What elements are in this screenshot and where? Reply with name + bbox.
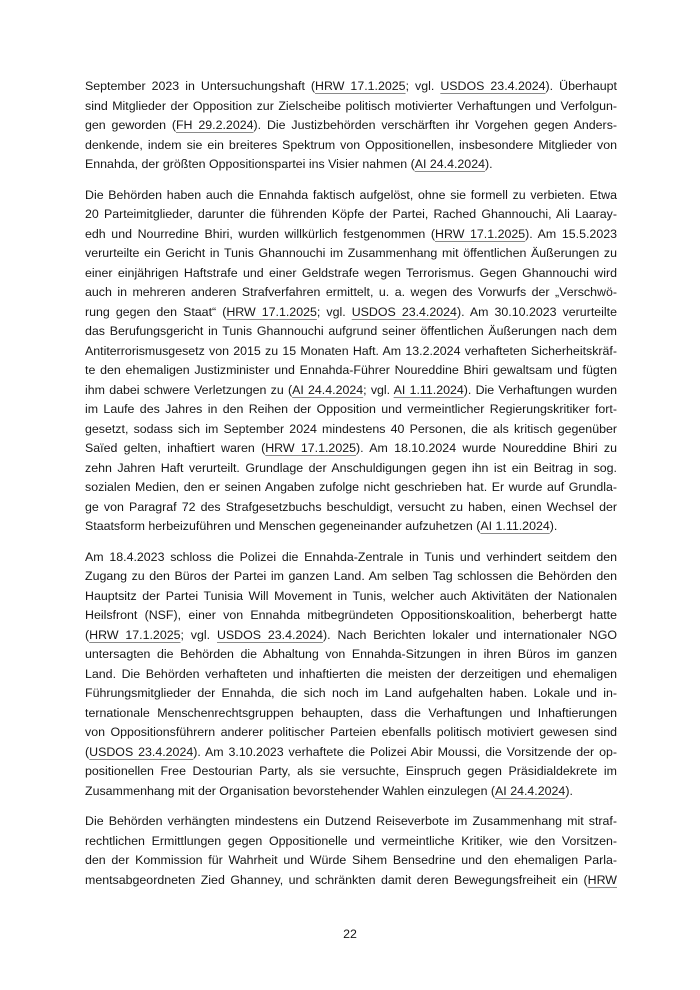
citation-link[interactable]: HRW (587, 872, 617, 887)
text-segment: Die Behörden haben auch die Ennahda faktisch aufgelöst, ohne sie formell zu verbieten. Etwa (85, 187, 617, 202)
citation-link[interactable]: HRW 17.1.2025 (226, 304, 317, 319)
citation-link[interactable]: AI 24.4.2024 (495, 783, 566, 798)
text-segment: rung gegen den Staat“ ( (85, 304, 227, 319)
paragraph (85, 77, 617, 175)
text-line (85, 606, 617, 626)
text-line (85, 155, 617, 175)
text-segment: Antiterrorismusgesetz von 2015 zu 15 Monaten Haft. Am 13.2.2024 verhafteten Sicherheitskräf- (85, 343, 617, 358)
text-segment: Die Behörden verhängten mindestens ein Dutzend Reiseverbote im Zusammenhang mit straf- (85, 814, 617, 828)
text-segment: ge von Paragraf 72 des Strafgesetzbuchs beschuldigt, versucht zu haben, einen Wechsel der (85, 499, 617, 514)
text-segment: rechtlichen Ermittlungen gegen Oppositionelle und vermeintliche Kritiker, wie den Vorsitzen- (85, 833, 617, 848)
text-segment: ). (484, 157, 493, 171)
text-line (85, 478, 617, 498)
text-segment: denkende, indem sie ein breiteres Spektrum von Oppositionellen, insbesondere Mitglieder von (85, 137, 617, 152)
text-line (85, 665, 617, 685)
citation-link[interactable]: AI 1.11.2024 (393, 382, 464, 397)
text-segment: mentsabgeordneten Zied Ghanney, und schränkten damit deren Bewegungsfreiheit ein ( (85, 872, 588, 887)
text-segment: zehn Jahren Haft verurteilt. Grundlage der Anschuldigungen gegen ihn ist ein Beitrag in sog. (85, 460, 617, 475)
text-segment: Am 18.4.2023 schloss die Polizei die Ennahda-Zentrale in Tunis und verhindert seitdem den (85, 549, 617, 564)
text-segment: ihm dabei schwere Verletzungen zu ( (85, 382, 293, 397)
text-line (85, 361, 617, 381)
page-footer (0, 926, 700, 942)
text-segment: ( (85, 627, 90, 642)
text-segment: ; vgl. (405, 79, 441, 93)
text-segment: ( (85, 744, 90, 759)
citation-link[interactable]: AI 24.4.2024 (292, 382, 364, 397)
text-segment: das Berufungsgericht in Tunis Ghannouchi aufgrund seiner öffentlichen Äußerungen nach dem (85, 324, 617, 338)
text-line (85, 322, 617, 342)
text-line (85, 77, 617, 97)
text-segment: von Oppositionsführern anderer politischer Parteien ebenfalls politisch motiviert gewesen sind (85, 725, 617, 739)
text-segment: ). Nach Berichten lokaler und internationaler NGO (323, 627, 617, 642)
text-line (85, 723, 617, 743)
text-segment: ). (565, 783, 573, 798)
text-line (85, 517, 617, 537)
text-line (85, 567, 617, 587)
text-line (85, 244, 617, 264)
text-segment: gen geworden ( (85, 118, 176, 132)
text-segment: Saïed gelten, inhaftiert waren ( (85, 441, 266, 455)
text-line (85, 186, 617, 206)
text-line (85, 400, 617, 420)
text-segment: den der Kommission für Wahrheit und Würde Sihem Bensedrine und den ehemaligen Parla- (85, 853, 617, 867)
text-segment: ). Am 15.5.2023 (525, 226, 617, 241)
page-number: 22 (343, 927, 357, 941)
text-segment: Heilsfront (NSF), einer von Ennahda mitbegründeten Oppositionskoalition, beherbergt hatte (85, 608, 617, 622)
text-line (85, 548, 617, 568)
text-segment: ). (549, 519, 558, 533)
text-segment: ). Überhaupt (545, 79, 617, 93)
text-line (85, 782, 617, 802)
text-segment: te den ehemaligen Justizminister und Ennahda-Führer Noureddine Bhiri gewaltsam und fügten (85, 363, 617, 377)
text-segment: ; vgl. (363, 382, 394, 397)
text-line (85, 283, 617, 303)
text-segment: Staatsform herbeizuführen und Menschen gegeneinander aufzuhetzen ( (85, 519, 481, 533)
text-segment: positionellen Free Destourian Party, als sie versuchte, Einspruch gegen Präsidialdekrete im (85, 764, 617, 778)
citation-link[interactable]: HRW 17.1.2025 (315, 79, 406, 93)
text-segment: 20 Parteimitglieder, darunter die führenden Köpfe der Partei, Rached Ghannouchi, Ali Laaray- (85, 207, 617, 221)
text-line (85, 205, 617, 225)
text-segment: untersagten die Behörden die Abhaltung von Ennahda-Sitzungen in ihren Büros im ganzen (85, 647, 617, 661)
text-line (85, 871, 617, 891)
text-segment: ; vgl. (180, 627, 217, 642)
citation-link[interactable]: AI 24.4.2024 (414, 157, 485, 171)
document-body (85, 77, 617, 901)
text-line (85, 626, 617, 646)
text-line (85, 342, 617, 362)
text-segment: einer einjährigen Haftstrafe und einer Geldstrafe wegen Terrorismus. Gegen Ghannouchi wird (85, 265, 617, 280)
text-line (85, 812, 617, 832)
text-line (85, 97, 617, 117)
text-segment: ). Am 30.10.2023 verurteilte (456, 304, 617, 319)
citation-link[interactable]: HRW 17.1.2025 (435, 226, 526, 241)
text-segment: Führungsmitglieder der Ennahda, die sich noch im Land aufgehalten haben. Lokale und in- (85, 686, 617, 700)
text-line (85, 225, 617, 245)
text-segment: ). Am 3.10.2023 verhaftete die Polizei Abir Moussi, die Vorsitzende der op- (193, 744, 617, 759)
citation-link[interactable]: USDOS 23.4.2024 (89, 744, 194, 759)
text-line (85, 498, 617, 518)
text-segment: ; vgl. (316, 304, 352, 319)
text-segment: Ennahda, der größten Oppositionspartei ins Visier nahmen ( (85, 157, 415, 171)
text-line (85, 684, 617, 704)
citation-link[interactable]: AI 1.11.2024 (480, 519, 550, 533)
citation-link[interactable]: USDOS 23.4.2024 (216, 627, 324, 642)
text-line (85, 264, 617, 284)
text-segment: auch in mehreren anderen Strafverfahren ermittelt, u. a. wegen des Vorwurfs der „Verschwö- (85, 285, 617, 299)
citation-link[interactable]: HRW 17.1.2025 (265, 441, 356, 455)
text-segment: September 2023 in Untersuchungshaft ( (85, 79, 316, 93)
text-segment: sind Mitglieder der Opposition zur Zielscheibe politisch motivierter Verhaftungen und Verfolgun- (85, 98, 617, 113)
citation-link[interactable]: FH 29.2.2024 (175, 118, 254, 132)
text-line (85, 381, 617, 401)
text-line (85, 136, 617, 156)
text-segment: sozialen Medien, den er seinen Angaben zufolge nicht geschrieben hat. Er wurde auf Grundla- (85, 480, 617, 494)
text-line (85, 851, 617, 871)
text-segment: Zusammenhang mit der Organisation bevorstehender Wahlen einzulegen ( (85, 783, 496, 798)
text-line (85, 116, 617, 136)
text-segment: ). Am 18.10.2024 wurde Noureddine Bhiri zu (356, 441, 617, 455)
paragraph (85, 812, 617, 890)
text-line (85, 704, 617, 724)
text-line (85, 303, 617, 323)
text-segment: im Laufe des Jahres in den Reihen der Opposition und vermeintlicher Regierungskritiker fort- (85, 402, 617, 416)
paragraph (85, 548, 617, 802)
text-line (85, 743, 617, 763)
text-segment: ). Die Verhaftungen wurden (463, 382, 617, 397)
citation-link[interactable]: USDOS 23.4.2024 (351, 304, 457, 319)
citation-link[interactable]: USDOS 23.4.2024 (440, 79, 546, 93)
text-line (85, 762, 617, 782)
text-segment: gesetzt, sodass sich im September 2024 mindestens 40 Personen, die als kritisch gegenüber (85, 421, 617, 436)
text-line (85, 439, 617, 459)
text-segment: edh und Nourredine Bhiri, wurden willkürlich festgenommen ( (85, 226, 436, 241)
text-segment: ternationale Menschenrechtsgruppen behaupten, dass die Verhaftungen und Inhaftierungen (85, 705, 617, 720)
text-line (85, 587, 617, 607)
text-line (85, 459, 617, 479)
paragraph (85, 186, 617, 537)
text-line (85, 832, 617, 852)
text-segment: Land. Die Behörden verhafteten und inhaftierten die meisten der derzeitigen und ehemaligen (85, 666, 617, 681)
text-segment: Zugang zu den Büros der Partei im ganzen Land. Am selben Tag schlossen die Behörden den (85, 569, 617, 583)
text-line (85, 420, 617, 440)
text-line (85, 645, 617, 665)
text-segment: verurteilte ein Gericht in Tunis Ghannouchi im Zusammenhang mit öffentlichen Äußerungen zu (85, 246, 617, 260)
text-segment: ). Die Justizbehörden verschärften ihr Vorgehen gegen Anders- (253, 118, 617, 132)
text-segment: Hauptsitz der Partei Tunisia Will Movement in Tunis, welcher auch Aktivitäten der Nationalen (85, 588, 617, 603)
citation-link[interactable]: HRW 17.1.2025 (89, 627, 181, 642)
